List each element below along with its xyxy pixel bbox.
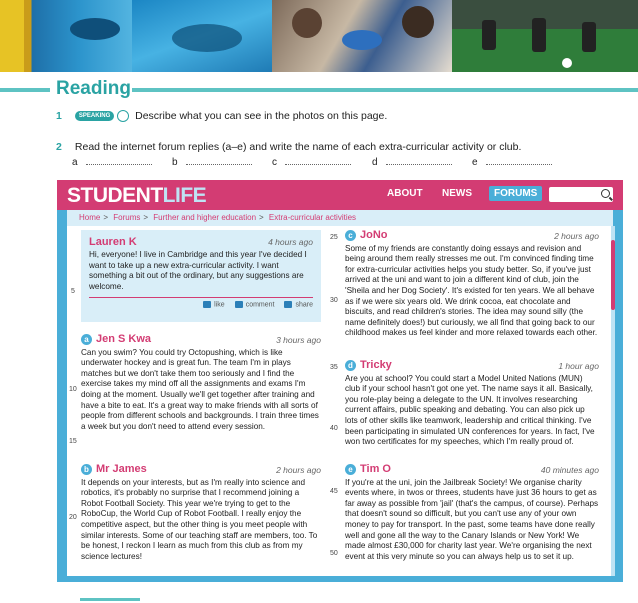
breadcrumb: Home > Forums > Further and higher education > Extra-curricular activities bbox=[67, 210, 613, 226]
footer-rule bbox=[80, 598, 140, 601]
line-number: 25 bbox=[330, 234, 338, 241]
post-author[interactable]: Tim O bbox=[360, 463, 391, 475]
reply-a bbox=[81, 334, 321, 432]
like-button[interactable]: like bbox=[203, 301, 225, 308]
original-post bbox=[81, 230, 321, 322]
reply-c bbox=[345, 230, 599, 339]
post-author[interactable]: JoNo bbox=[360, 229, 388, 241]
reply-e bbox=[345, 464, 599, 562]
answer-blanks bbox=[72, 157, 572, 168]
site-header bbox=[57, 180, 623, 210]
task-2-text: Read the internet forum replies (a–e) and write the name of each extra-curricular activity or club. bbox=[74, 141, 522, 153]
post-time: 2 hours ago bbox=[554, 230, 599, 241]
reply-letter: c bbox=[345, 230, 356, 241]
post-author[interactable]: Mr James bbox=[96, 463, 147, 475]
speaking-badge: SPEAKING bbox=[75, 111, 114, 121]
photo-swimming bbox=[0, 0, 132, 72]
reply-letter: e bbox=[345, 464, 356, 475]
comment-button[interactable]: comment bbox=[235, 301, 275, 308]
answer-blank-d[interactable]: d bbox=[372, 157, 472, 168]
nav-news[interactable]: NEWS bbox=[442, 188, 472, 199]
post-text: Are you at school? You could start a Model United Nations (MUN) club if your school hasn't got one yet. The name says it all. Basically, you role-play being a delegate to the UN. It involves researching current affairs, public speaking and debating. You can also pick up lots of other skills like teamwork, leadership and critical thinking. I've been participating in simulated UN conferences for years. In fact, I've won two certificates for my speeches, which I'm really proud of. bbox=[345, 373, 595, 447]
post-author[interactable]: Lauren K bbox=[89, 236, 137, 248]
post-time: 1 hour ago bbox=[558, 360, 599, 371]
post-time: 4 hours ago bbox=[268, 237, 313, 247]
post-text: Can you swim? You could try Octopushing, which is like underwater hockey and is great fun. The team I'm in plays matches but we don't take them too seriously and I find the exercise takes my mind off all the assignments and exams I'm doing at the moment. Usually we'll get together after training and have a bite to eat. It's a great way to make friends with all sorts of people from different schools and backgrounds. I train three times a week but you don't need to attend every session. bbox=[81, 347, 319, 431]
answer-blank-c[interactable]: c bbox=[272, 157, 372, 168]
answer-blank-a[interactable]: a bbox=[72, 157, 172, 168]
reply-b bbox=[81, 464, 321, 562]
search-icon[interactable] bbox=[601, 189, 610, 198]
heading-rule-right bbox=[132, 88, 638, 92]
heading-rule-left bbox=[0, 88, 50, 92]
photo-model-un bbox=[272, 0, 452, 72]
task-1-number: 1 bbox=[56, 110, 62, 122]
line-number: 40 bbox=[330, 425, 338, 432]
post-time: 2 hours ago bbox=[276, 464, 321, 475]
post-text: Some of my friends are constantly doing essays and revision and being around them really stresses me out. I'm convinced finding time for extra-curricular activities helps you study better. So, if you've just arrived at the uni and want to join a different kind of club, join the 'Sheila and her Dog Society'. It's existed for ten years. We all behave as if we were six years old. We drink cocoa, eat chocolate and biscuits, and read children's stories. The idea may sound silly (the name definitely does!) but curiously, we all find that going back to our childhood makes us feel kinder and more relaxed towards each other. bbox=[345, 243, 598, 338]
photo-underwater bbox=[132, 0, 272, 72]
line-number: 30 bbox=[330, 297, 338, 304]
reply-d bbox=[345, 360, 599, 448]
crumb-forums[interactable]: Forums bbox=[113, 213, 141, 222]
comment-icon bbox=[235, 301, 243, 308]
nav-about[interactable]: ABOUT bbox=[387, 188, 423, 199]
post-text: Hi, everyone! I live in Cambridge and this year I've decided I want to take up a new extra-curricular activity. I want something a bit out of the ordinary, but any suggestions are welcome. bbox=[89, 250, 307, 291]
share-icon bbox=[284, 301, 292, 308]
nav-forums[interactable]: FORUMS bbox=[489, 186, 542, 201]
line-number: 35 bbox=[330, 364, 338, 371]
reply-letter: d bbox=[345, 360, 356, 371]
section-title: Reading bbox=[56, 78, 131, 99]
speaking-icon bbox=[117, 110, 129, 122]
post-time: 40 minutes ago bbox=[540, 464, 599, 475]
forum-content bbox=[67, 226, 613, 576]
crumb-home[interactable]: Home bbox=[79, 213, 101, 222]
forum-website bbox=[57, 180, 623, 582]
line-number: 45 bbox=[330, 488, 338, 495]
scrollbar-thumb[interactable] bbox=[611, 240, 615, 310]
post-text: It depends on your interests, but as I'm really into science and robotics, it's probably no surprise that I recommend joining a Robot Football Society. This year we're trying to get to the RoboCup, the World Cup of Robot Football. I really enjoy the competitive aspect, but the other thing is you meet people with similar interests. Some of our teaching staff are members, too. To be honest, I reckon I learn as much from this club as from my science lectures! bbox=[81, 477, 318, 561]
task-1 bbox=[56, 110, 387, 122]
line-number: 10 bbox=[69, 386, 77, 393]
post-time: 3 hours ago bbox=[276, 334, 321, 345]
search-input[interactable] bbox=[549, 187, 613, 202]
post-text: If you're at the uni, join the Jailbreak Society! We organise charity events where, in twos or threes, students have just 36 hours to get as far away as possible from 'jail' (that's the campus, of course). Perhaps that doesn't sound so difficult, but you can't use any of your own money to pay for transport. In the past, some teams have done really well and gone all the way to the Canary Islands or New York! We made almost £30,000 for charity last year. We're organising the next event at this very minute so you can always help us to set it up. bbox=[345, 477, 599, 561]
line-number: 5 bbox=[71, 288, 75, 295]
crumb-extra-curricular[interactable]: Extra-curricular activities bbox=[268, 213, 357, 222]
answer-blank-e[interactable]: e bbox=[472, 157, 572, 168]
line-number: 15 bbox=[69, 438, 77, 445]
photo-robot-football bbox=[452, 0, 638, 72]
task-1-text: Describe what you can see in the photos on this page. bbox=[135, 110, 388, 122]
reply-letter: a bbox=[81, 334, 92, 345]
post-author[interactable]: Jen S Kwa bbox=[96, 333, 152, 345]
crumb-further-education[interactable]: Further and higher education bbox=[153, 213, 257, 222]
line-number: 20 bbox=[69, 514, 77, 521]
thumbs-up-icon bbox=[203, 301, 211, 308]
answer-blank-b[interactable]: b bbox=[172, 157, 272, 168]
task-2 bbox=[56, 141, 521, 153]
post-author[interactable]: Tricky bbox=[360, 359, 392, 371]
site-logo[interactable]: STUDENTLIFE bbox=[67, 184, 207, 207]
reply-letter: b bbox=[81, 464, 92, 475]
post-actions bbox=[89, 301, 313, 308]
share-button[interactable]: share bbox=[284, 301, 313, 308]
photo-strip bbox=[0, 0, 638, 72]
post-divider bbox=[89, 297, 313, 298]
task-2-number: 2 bbox=[56, 141, 62, 153]
line-number: 50 bbox=[330, 550, 338, 557]
